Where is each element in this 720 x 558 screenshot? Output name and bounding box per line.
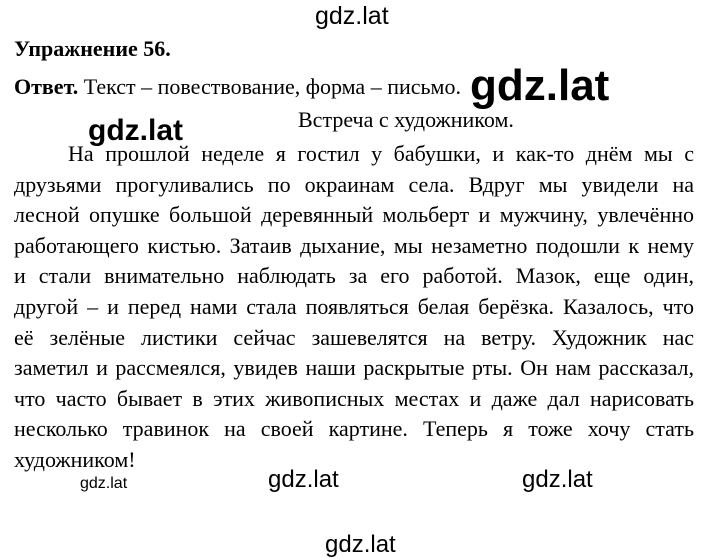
- story-title: Встреча с художником.: [298, 107, 514, 132]
- story-line: несколько травинок на своей картине. Теперь я тоже хочу стать: [14, 416, 694, 442]
- exercise-heading: Упражнение 56.: [14, 36, 171, 61]
- watermark-middle: gdz.lat: [268, 466, 339, 493]
- watermark-bottom: gdz.lat: [325, 531, 396, 558]
- watermark-left: gdz.lat: [88, 114, 183, 147]
- watermark-right: gdz.lat: [522, 466, 593, 493]
- story-line: работающего кистью. Затаив дыхание, мы незаметно подошли к нему: [14, 232, 694, 258]
- watermark-large: gdz.lat: [470, 61, 610, 110]
- story-line: художником!: [14, 446, 136, 472]
- answer-text: Текст – повествование, форма – письмо.: [78, 74, 461, 99]
- story-paragraph: [14, 139, 694, 476]
- watermark-top: gdz.lat: [315, 2, 389, 30]
- story-line: На прошлой неделе я гостил у бабушки, и как-то днём мы с: [68, 141, 694, 166]
- story-line: лесной опушке большой деревянный мольберт и мужчину, увлечённо: [14, 202, 694, 228]
- answer-label: Ответ.: [14, 74, 79, 99]
- story-line: её зелёные листики сейчас зашевелятся на ветру. Художник нас: [14, 324, 694, 350]
- story-line: друзьями прогуливались по окраинам села. Вдруг мы увидели на: [14, 171, 694, 197]
- story-line: заметил и рассмеялся, увидев наши раскрытые рты. Он нам рассказал,: [14, 355, 694, 381]
- story-line: другой – и перед нами стала появляться белая берёзка. Казалось, что: [14, 293, 694, 319]
- story-line: что часто бывает в этих живописных местах и даже дал нарисовать: [14, 385, 694, 411]
- answer-line: [14, 74, 461, 100]
- story-line: и стали внимательно наблюдать за его работой. Мазок, еще один,: [14, 263, 694, 289]
- watermark-small: gdz.lat: [80, 475, 128, 492]
